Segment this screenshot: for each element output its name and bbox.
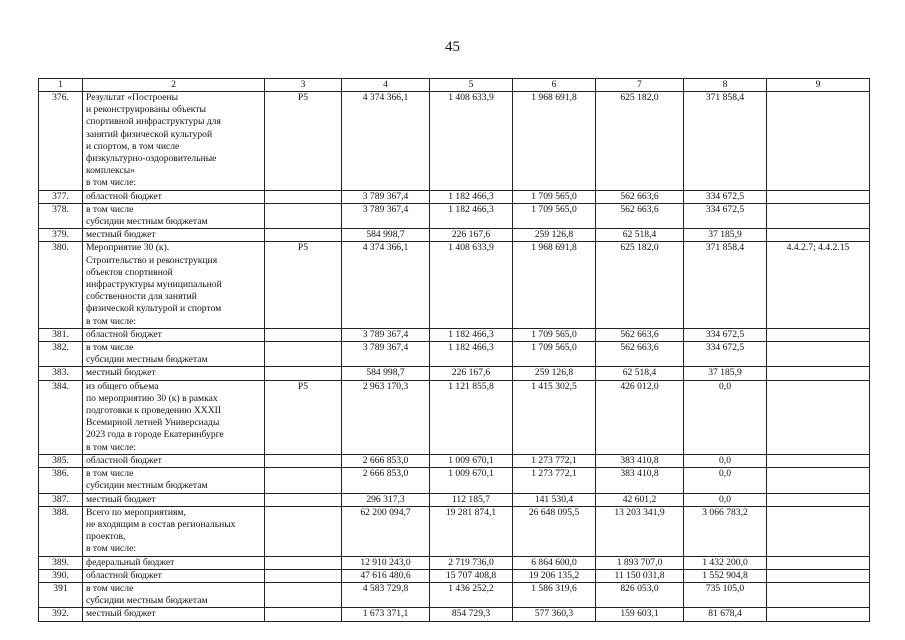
name-line: физкультурно-оздоровительные [86,153,217,165]
value-col-8: 0,0 [684,380,767,454]
value-col-5: 1 408 633,9 [430,242,513,328]
name-line: местный бюджет [86,608,156,620]
value-col-8: 334 672,5 [684,328,767,341]
page-number: 45 [445,39,460,55]
value-col-5: 1 009 670,1 [430,468,513,493]
value-col-6: 26 648 095,5 [513,506,596,556]
table-row [39,380,870,454]
row-number: 377. [39,190,83,203]
row-name [83,342,265,367]
row-code: Р5 [265,380,342,454]
table-row [39,203,870,228]
value-col-7: 62 518,4 [596,367,684,380]
table-row [39,190,870,203]
value-col-5: 1 182 466,3 [430,203,513,228]
value-col-6: 19 206 135,2 [513,569,596,582]
value-col-8: 334 672,5 [684,342,767,367]
name-line: Результат «Построены [86,92,179,103]
name-line: Строительство и реконструкция [86,254,218,266]
row-number: 389. [39,556,83,569]
row-name [83,328,265,341]
row-number: 376. [39,92,83,191]
header-cell: 2 [83,79,265,92]
value-col-5: 15 707 408,8 [430,569,513,582]
value-col-5: 112 185,7 [430,493,513,506]
value-col-8: 0,0 [684,468,767,493]
name-line: 2023 года в городе Екатеринбурге [86,429,224,441]
value-col-6: 1 709 565,0 [513,190,596,203]
name-line: местный бюджет [86,367,156,379]
value-col-8: 81 678,4 [684,608,767,621]
table-body [39,92,870,622]
value-col-6: 577 360,3 [513,608,596,621]
row-number: 392. [39,608,83,621]
name-line: занятий физической культурой [86,128,213,140]
row-reference [767,493,870,506]
row-reference [767,190,870,203]
name-line: не входящим в состав региональных [86,518,236,530]
value-col-7: 383 410,8 [596,454,684,467]
name-line: в том числе [86,582,134,594]
value-col-5: 2 719 736,0 [430,556,513,569]
row-code [265,190,342,203]
value-col-4: 584 998,7 [342,367,430,380]
name-line: областной бюджет [86,190,162,202]
value-col-7: 562 663,6 [596,328,684,341]
name-line: собственности для занятий [86,291,197,303]
value-col-6: 259 126,8 [513,229,596,242]
row-reference [767,569,870,582]
row-name [83,380,265,454]
value-col-4: 296 317,3 [342,493,430,506]
table-row [39,454,870,467]
row-reference [767,342,870,367]
table-row [39,608,870,621]
budget-table [38,78,870,622]
row-code [265,506,342,556]
header-cell: 5 [430,79,513,92]
table-row [39,582,870,607]
value-col-7: 13 203 341,9 [596,506,684,556]
row-reference: 4.4.2.7; 4.4.2.15 [767,242,870,328]
row-number: 381. [39,328,83,341]
row-code [265,493,342,506]
row-reference [767,367,870,380]
row-code [265,229,342,242]
name-line: федеральный бюджет [86,556,175,568]
row-number: 382. [39,342,83,367]
value-col-8: 0,0 [684,493,767,506]
name-line: инфраструктуры муниципальной [86,279,222,291]
table-row [39,493,870,506]
row-reference [767,92,870,191]
row-number: 383. [39,367,83,380]
value-col-7: 562 663,6 [596,342,684,367]
table-row [39,242,870,328]
table-header [39,79,870,92]
value-col-4: 47 616 480,6 [342,569,430,582]
row-name [83,582,265,607]
value-col-8: 371 858,4 [684,242,767,328]
row-name [83,92,265,191]
value-col-7: 625 182,0 [596,242,684,328]
row-reference [767,380,870,454]
value-col-8: 37 185,9 [684,229,767,242]
row-code [265,328,342,341]
header-cell: 8 [684,79,767,92]
value-col-6: 6 864 600,0 [513,556,596,569]
value-col-5: 1 121 855,8 [430,380,513,454]
value-col-5: 1 009 670,1 [430,454,513,467]
value-col-7: 11 150 031,8 [596,569,684,582]
header-cell: 4 [342,79,430,92]
name-line: субсидии местным бюджетам [86,595,208,607]
row-code [265,367,342,380]
value-col-7: 1 893 707,0 [596,556,684,569]
row-code: Р5 [265,92,342,191]
row-code [265,468,342,493]
row-name [83,242,265,328]
row-code [265,454,342,467]
value-col-6: 1 273 772,1 [513,468,596,493]
value-col-5: 1 182 466,3 [430,342,513,367]
row-number: 386. [39,468,83,493]
row-name [83,608,265,621]
name-line: в том числе: [86,441,137,453]
value-col-7: 383 410,8 [596,468,684,493]
table-row [39,328,870,341]
value-col-4: 1 673 371,1 [342,608,430,621]
row-name [83,229,265,242]
value-col-4: 584 998,7 [342,229,430,242]
value-col-8: 0,0 [684,454,767,467]
value-col-5: 1 182 466,3 [430,190,513,203]
value-col-8: 1 552 904,8 [684,569,767,582]
row-name [83,506,265,556]
row-number: 388. [39,506,83,556]
row-number: 379. [39,229,83,242]
name-line: местный бюджет [86,493,156,505]
value-col-6: 1 415 302,5 [513,380,596,454]
value-col-4: 2 963 170,3 [342,380,430,454]
name-line: Мероприятие 30 (к). [86,242,170,254]
value-col-6: 1 968 691,8 [513,92,596,191]
row-name [83,454,265,467]
name-line: в том числе [86,342,134,354]
value-col-8: 37 185,9 [684,367,767,380]
row-number: 391 [39,582,83,607]
header-cell: 9 [767,79,870,92]
value-col-7: 62 518,4 [596,229,684,242]
name-line: Всемирной летней Универсиады [86,417,220,429]
value-col-6: 1 709 565,0 [513,342,596,367]
value-col-7: 625 182,0 [596,92,684,191]
row-code: Р5 [265,242,342,328]
row-reference [767,328,870,341]
name-line: субсидии местным бюджетам [86,354,208,366]
value-col-8: 334 672,5 [684,203,767,228]
value-col-7: 562 663,6 [596,190,684,203]
value-col-4: 4 374 366,1 [342,242,430,328]
row-name [83,468,265,493]
name-line: по мероприятию 30 (к) в рамках [86,392,218,404]
row-reference [767,468,870,493]
value-col-6: 1 709 565,0 [513,328,596,341]
row-code [265,608,342,621]
name-line: в том числе [86,468,134,480]
header-cell: 3 [265,79,342,92]
row-name [83,190,265,203]
value-col-7: 42 601,2 [596,493,684,506]
value-col-5: 1 436 252,2 [430,582,513,607]
name-line: и реконструированы объекты [86,104,206,116]
name-line: в том числе: [86,543,137,555]
row-number: 387. [39,493,83,506]
name-line: спортивной инфраструктуры для [86,116,221,128]
table-row [39,506,870,556]
row-name [83,569,265,582]
value-col-8: 371 858,4 [684,92,767,191]
value-col-6: 1 273 772,1 [513,454,596,467]
value-col-7: 826 053,0 [596,582,684,607]
table-row [39,468,870,493]
row-number: 378. [39,203,83,228]
name-line: областной бюджет [86,328,162,340]
row-code [265,556,342,569]
value-col-4: 3 789 367,4 [342,190,430,203]
row-reference [767,203,870,228]
row-code [265,569,342,582]
name-line: в том числе [86,203,134,215]
value-col-5: 854 729,3 [430,608,513,621]
value-col-4: 3 789 367,4 [342,342,430,367]
row-number: 384. [39,380,83,454]
row-name [83,556,265,569]
value-col-7: 159 603,1 [596,608,684,621]
name-line: объектов спортивной [86,266,173,278]
table-row [39,556,870,569]
name-line: и спортом, в том числе [86,140,180,152]
value-col-6: 1 586 319,6 [513,582,596,607]
row-reference [767,506,870,556]
value-col-4: 12 910 243,0 [342,556,430,569]
value-col-8: 3 066 783,2 [684,506,767,556]
value-col-7: 426 012,0 [596,380,684,454]
row-name [83,367,265,380]
row-name [83,493,265,506]
value-col-5: 1 408 633,9 [430,92,513,191]
header-cell: 1 [39,79,83,92]
name-line: комплексы» [86,165,135,177]
value-col-4: 4 374 366,1 [342,92,430,191]
table-row [39,229,870,242]
row-number: 380. [39,242,83,328]
row-reference [767,454,870,467]
name-line: субсидии местным бюджетам [86,216,208,228]
value-col-4: 3 789 367,4 [342,328,430,341]
value-col-4: 3 789 367,4 [342,203,430,228]
row-code [265,342,342,367]
value-col-4: 2 666 853,0 [342,454,430,467]
value-col-5: 226 167,6 [430,229,513,242]
value-col-6: 259 126,8 [513,367,596,380]
value-col-4: 62 200 094,7 [342,506,430,556]
table-row [39,569,870,582]
value-col-8: 334 672,5 [684,190,767,203]
value-col-5: 1 182 466,3 [430,328,513,341]
header-cell: 7 [596,79,684,92]
name-line: подготовки к проведению XXXII [86,405,222,417]
table-row [39,342,870,367]
value-col-8: 1 432 200,0 [684,556,767,569]
value-col-7: 562 663,6 [596,203,684,228]
name-line: из общего объема [86,380,159,392]
name-line: Всего по мероприятиям, [86,506,186,518]
name-line: проектов, [86,531,126,543]
value-col-6: 1 709 565,0 [513,203,596,228]
value-col-5: 19 281 874,1 [430,506,513,556]
row-number: 385. [39,454,83,467]
value-col-8: 735 105,0 [684,582,767,607]
header-cell: 6 [513,79,596,92]
value-col-6: 141 530,4 [513,493,596,506]
value-col-6: 1 968 691,8 [513,242,596,328]
name-line: физической культурой и спортом [86,303,222,315]
row-reference [767,229,870,242]
value-col-4: 2 666 853,0 [342,468,430,493]
name-line: субсидии местным бюджетам [86,480,208,492]
row-reference [767,582,870,607]
name-line: областной бюджет [86,454,162,466]
value-col-4: 4 583 729,8 [342,582,430,607]
row-name [83,203,265,228]
table-row [39,367,870,380]
row-code [265,203,342,228]
name-line: в том числе: [86,315,137,327]
value-col-5: 226 167,6 [430,367,513,380]
table-row [39,92,870,191]
name-line: местный бюджет [86,229,156,241]
row-code [265,582,342,607]
row-reference [767,608,870,621]
name-line: в том числе: [86,177,137,189]
row-number: 390. [39,569,83,582]
row-reference [767,556,870,569]
name-line: областной бюджет [86,569,162,581]
